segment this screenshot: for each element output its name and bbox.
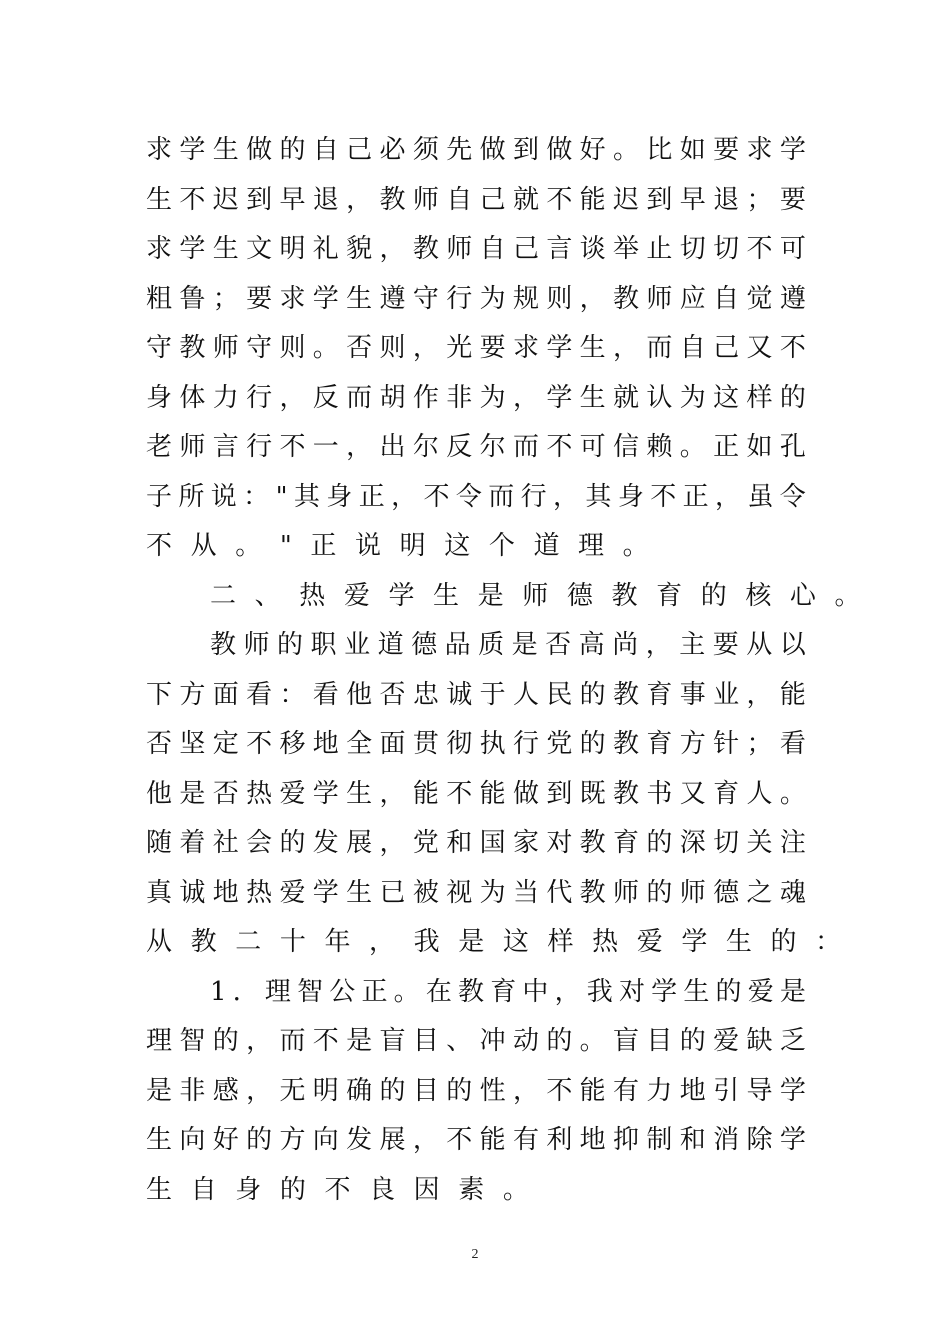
text-line: 二 、 热 爱 学 生 是 师 德 教 育 的 核 心 。	[210, 580, 861, 611]
text-line: 否 坚 定 不 移 地 全 面 贯 彻 执 行 党 的 教 育 方 针 ； 看	[146, 729, 806, 759]
text-line: 老 师 言 行 不 一 ， 出 尔 反 尔 而 不 可 信 赖 。 正 如 孔	[146, 432, 806, 462]
text-line: 不 从 。 " 正 说 明 这 个 道 理 。	[146, 531, 649, 561]
text-line: 真 诚 地 热 爱 学 生 已 被 视 为 当 代 教 师 的 师 德 之 魂	[146, 877, 806, 908]
text-line: 生 向 好 的 方 向 发 展 ， 不 能 有 利 地 抑 制 和 消 除 学	[146, 1125, 806, 1155]
text-line: 他 是 否 热 爱 学 生 ， 能 不 能 做 到 既 教 书 又 育 人 。	[146, 778, 806, 809]
text-line: 生 自 身 的 不 良 因 素 。	[146, 1174, 529, 1205]
text-line: 理 智 的 ， 而 不 是 盲 目 、 冲 动 的 。 盲 目 的 爱 缺 乏	[146, 1026, 806, 1056]
text-line: 1 ． 理 智 公 正 。 在 教 育 中 ， 我 对 学 生 的 爱 是	[210, 976, 806, 1007]
text-line: 生 不 迟 到 早 退 ， 教 师 自 己 就 不 能 迟 到 早 退 ； 要	[146, 184, 806, 215]
text-line: 是 非 感 ， 无 明 确 的 目 的 性 ， 不 能 有 力 地 引 导 学	[146, 1075, 806, 1106]
text-line: 粗 鲁 ； 要 求 学 生 遵 守 行 为 规 则 ， 教 师 应 自 觉 遵	[146, 283, 806, 314]
body-text	[146, 126, 861, 1215]
text-line: 随 着 社 会 的 发 展 ， 党 和 国 家 对 教 育 的 深 切 关 注	[146, 828, 806, 858]
text-line: 求 学 生 文 明 礼 貌 ， 教 师 自 己 言 谈 举 止 切 切 不 可	[146, 234, 806, 264]
text-line: 下 方 面 看 ： 看 他 否 忠 诚 于 人 民 的 教 育 事 业 ， 能	[146, 679, 806, 710]
text-line: 身 体 力 行 ， 反 而 胡 作 非 为 ， 学 生 就 认 为 这 样 的	[146, 382, 806, 413]
page-number: 2	[471, 1247, 479, 1262]
text-line: 子 所 说 ： " 其 身 正 ， 不 令 而 行 ， 其 身 不 正 ， 虽 令	[146, 481, 806, 512]
text-line: 求 学 生 做 的 自 己 必 须 先 做 到 做 好 。 比 如 要 求 学	[146, 135, 806, 165]
text-line: 教 师 的 职 业 道 德 品 质 是 否 高 尚 ， 主 要 从 以	[210, 630, 806, 660]
text-line: 守 教 师 守 则 。 否 则 ， 光 要 求 学 生 ， 而 自 己 又 不	[146, 333, 806, 363]
text-line: 从 教 二 十 年 ， 我 是 这 样 热 爱 学 生 的 ：	[146, 927, 842, 957]
